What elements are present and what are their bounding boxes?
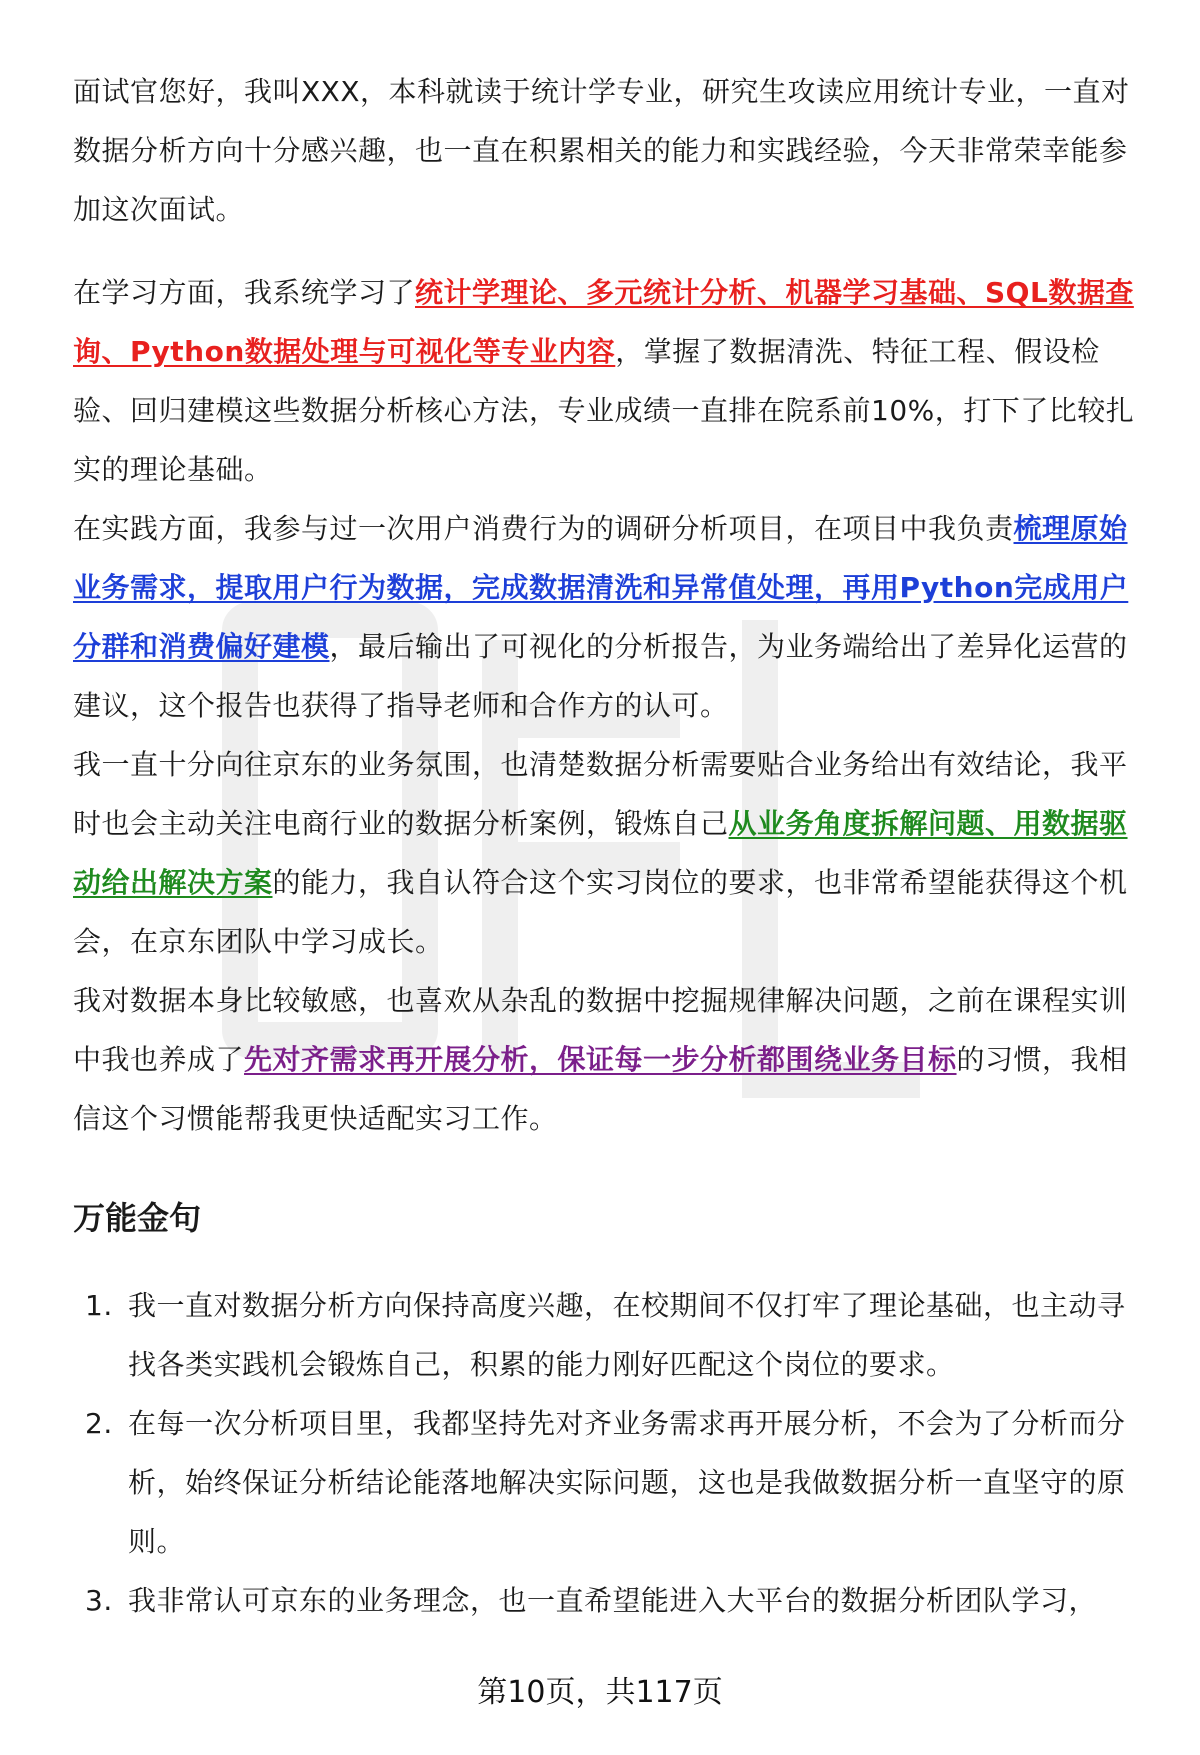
list-item <box>73 1394 1143 1571</box>
golden-sentences-list <box>73 1276 1143 1630</box>
study-highlight: 统计学理论、多元统计分析、机器学习基础、SQL数据查询、Python数据处理与可视化等专业内容 <box>73 276 1134 368</box>
practice-highlight: 梳理原始业务需求，提取用户行为数据，完成数据清洗和异常值处理，再用Python完成用户分群和消费偏好建模 <box>73 512 1129 663</box>
habit-highlight: 先对齐需求再开展分析，保证每一步分析都围绕业务目标 <box>244 1043 957 1076</box>
study-paragraph <box>73 263 1143 499</box>
list-item-number: 3. <box>85 1584 113 1617</box>
habit-text-after: 的习惯，我相信这个习惯能帮我更快适配实习工作。 <box>73 1043 1128 1135</box>
list-item-text: 我非常认可京东的业务理念，也一直希望能进入大平台的数据分析团队学习， <box>128 1584 1098 1617</box>
page-number: 第10页，共117页 <box>477 1675 723 1710</box>
habit-text-before: 我对数据本身比较敏感，也喜欢从杂乱的数据中挖掘规律解决问题，之前在课程实训中我也养成了 <box>73 984 1128 1076</box>
list-item-number: 1. <box>85 1289 113 1322</box>
motivation-text-before: 我一直十分向往京东的业务氛围，也清楚数据分析需要贴合业务给出有效结论，我平时也会主动关注电商行业的数据分析案例，锻炼自己 <box>73 748 1128 840</box>
intro-paragraph: 面试官您好，我叫XXX，本科就读于统计学专业，研究生攻读应用统计专业，一直对数据分析方向十分感兴趣，也一直在积累相关的能力和实践经验，今天非常荣幸能参加这次面试。 <box>73 75 1130 226</box>
practice-text-before: 在实践方面，我参与过一次用户消费行为的调研分析项目，在项目中我负责 <box>73 512 1014 545</box>
motivation-text-after: 的能力，我自认符合这个实习岗位的要求，也非常希望能获得这个机会，在京东团队中学习成长。 <box>73 866 1128 958</box>
motivation-highlight: 从业务角度拆解问题、用数据驱动给出解决方案 <box>73 807 1128 899</box>
study-text-before: 在学习方面，我系统学习了 <box>73 276 416 309</box>
list-item <box>73 1571 1143 1630</box>
list-item <box>73 1276 1143 1394</box>
list-item-text: 我一直对数据分析方向保持高度兴趣，在校期间不仅打牢了理论基础，也主动寻找各类实践机会锻炼自己，积累的能力刚好匹配这个岗位的要求。 <box>128 1289 1126 1381</box>
document-body <box>73 62 1143 1630</box>
golden-sentences-title: 万能金句 <box>73 1199 202 1237</box>
practice-text-after: ，最后输出了可视化的分析报告，为业务端给出了差异化运营的建议，这个报告也获得了指导老师和合作方的认可。 <box>73 630 1128 722</box>
habit-paragraph <box>73 971 1143 1148</box>
list-item-text: 在每一次分析项目里，我都坚持先对齐业务需求再开展分析，不会为了分析而分析，始终保证分析结论能落地解决实际问题，这也是我做数据分析一直坚守的原则。 <box>128 1407 1126 1558</box>
study-text-after: ，掌握了数据清洗、特征工程、假设检验、回归建模这些数据分析核心方法，专业成绩一直排在院系前10%，打下了比较扎实的理论基础。 <box>73 335 1135 486</box>
motivation-paragraph <box>73 735 1143 971</box>
practice-paragraph <box>73 499 1143 735</box>
list-item-number: 2. <box>85 1407 113 1440</box>
